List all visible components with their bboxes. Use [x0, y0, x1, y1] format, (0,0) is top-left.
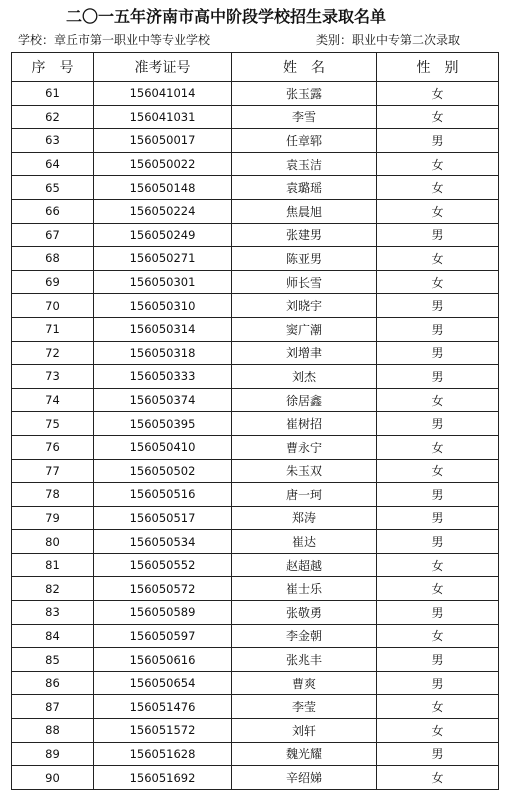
- name-cell: 刘轩: [232, 719, 377, 743]
- name-cell: 辛绍娣: [232, 766, 377, 790]
- exam-number-cell: 156050271: [94, 247, 232, 271]
- gender-cell: 男: [377, 223, 499, 247]
- exam-number-cell: 156050597: [94, 624, 232, 648]
- name-cell: 李莹: [232, 695, 377, 719]
- table-row: [12, 766, 499, 790]
- table-row: [12, 105, 499, 129]
- exam-number-cell: 156051572: [94, 719, 232, 743]
- exam-number-cell: 156050395: [94, 412, 232, 436]
- name-cell: 朱玉双: [232, 459, 377, 483]
- gender-cell: 女: [377, 388, 499, 412]
- exam-number-cell: 156050534: [94, 530, 232, 554]
- column-header-gender: 性 别: [377, 53, 499, 82]
- table-row: [12, 317, 499, 341]
- name-cell: 李金朝: [232, 624, 377, 648]
- gender-cell: 女: [377, 105, 499, 129]
- table-row: [12, 553, 499, 577]
- name-cell: 魏光耀: [232, 742, 377, 766]
- gender-cell: 女: [377, 270, 499, 294]
- exam-number-cell: 156050517: [94, 506, 232, 530]
- column-header-exam-number: 准考证号: [94, 53, 232, 82]
- name-cell: 曹永宁: [232, 435, 377, 459]
- serial-cell: 65: [12, 176, 94, 200]
- name-cell: 焦晨旭: [232, 199, 377, 223]
- serial-cell: 69: [12, 270, 94, 294]
- table-row: [12, 483, 499, 507]
- exam-number-cell: 156051692: [94, 766, 232, 790]
- table-row: [12, 719, 499, 743]
- name-cell: 师长雪: [232, 270, 377, 294]
- serial-cell: 84: [12, 624, 94, 648]
- gender-cell: 男: [377, 129, 499, 153]
- table-row: [12, 435, 499, 459]
- exam-number-cell: 156050374: [94, 388, 232, 412]
- name-cell: 刘晓宇: [232, 294, 377, 318]
- exam-number-cell: 156050502: [94, 459, 232, 483]
- serial-cell: 83: [12, 601, 94, 625]
- gender-cell: 女: [377, 459, 499, 483]
- table-row: [12, 388, 499, 412]
- table-row: [12, 530, 499, 554]
- name-cell: 徐居鑫: [232, 388, 377, 412]
- gender-cell: 男: [377, 483, 499, 507]
- serial-cell: 85: [12, 648, 94, 672]
- serial-cell: 67: [12, 223, 94, 247]
- gender-cell: 男: [377, 341, 499, 365]
- exam-number-cell: 156050616: [94, 648, 232, 672]
- gender-cell: 女: [377, 152, 499, 176]
- table-row: [12, 129, 499, 153]
- exam-number-cell: 156050022: [94, 152, 232, 176]
- table-row: [12, 223, 499, 247]
- serial-cell: 72: [12, 341, 94, 365]
- exam-number-cell: 156050017: [94, 129, 232, 153]
- serial-cell: 89: [12, 742, 94, 766]
- serial-cell: 75: [12, 412, 94, 436]
- table-row: [12, 176, 499, 200]
- exam-number-cell: 156041031: [94, 105, 232, 129]
- table-row: [12, 506, 499, 530]
- name-cell: 崔达: [232, 530, 377, 554]
- name-cell: 刘增聿: [232, 341, 377, 365]
- table-row: [12, 341, 499, 365]
- serial-cell: 70: [12, 294, 94, 318]
- serial-cell: 64: [12, 152, 94, 176]
- table-row: [12, 152, 499, 176]
- table-row: [12, 199, 499, 223]
- gender-cell: 女: [377, 199, 499, 223]
- name-cell: 崔树招: [232, 412, 377, 436]
- gender-cell: 男: [377, 742, 499, 766]
- name-cell: 唐一珂: [232, 483, 377, 507]
- serial-cell: 86: [12, 671, 94, 695]
- gender-cell: 女: [377, 695, 499, 719]
- admission-table: [11, 52, 499, 790]
- name-cell: 张建男: [232, 223, 377, 247]
- serial-cell: 61: [12, 82, 94, 106]
- serial-cell: 62: [12, 105, 94, 129]
- exam-number-cell: 156050516: [94, 483, 232, 507]
- serial-cell: 78: [12, 483, 94, 507]
- serial-cell: 88: [12, 719, 94, 743]
- exam-number-cell: 156050148: [94, 176, 232, 200]
- serial-cell: 82: [12, 577, 94, 601]
- exam-number-cell: 156050314: [94, 317, 232, 341]
- name-cell: 张玉露: [232, 82, 377, 106]
- serial-cell: 81: [12, 553, 94, 577]
- gender-cell: 女: [377, 82, 499, 106]
- gender-cell: 男: [377, 530, 499, 554]
- table-row: [12, 601, 499, 625]
- exam-number-cell: 156050301: [94, 270, 232, 294]
- column-header-name: 姓 名: [232, 53, 377, 82]
- name-cell: 袁玉洁: [232, 152, 377, 176]
- table-row: [12, 742, 499, 766]
- name-cell: 李雪: [232, 105, 377, 129]
- serial-cell: 77: [12, 459, 94, 483]
- gender-cell: 男: [377, 317, 499, 341]
- gender-cell: 男: [377, 506, 499, 530]
- exam-number-cell: 156050572: [94, 577, 232, 601]
- table-header-row: [12, 53, 499, 82]
- name-cell: 窦广潮: [232, 317, 377, 341]
- name-cell: 袁璐瑶: [232, 176, 377, 200]
- name-cell: 郑涛: [232, 506, 377, 530]
- exam-number-cell: 156050552: [94, 553, 232, 577]
- exam-number-cell: 156050589: [94, 601, 232, 625]
- name-cell: 张兆丰: [232, 648, 377, 672]
- name-cell: 陈亚男: [232, 247, 377, 271]
- gender-cell: 男: [377, 412, 499, 436]
- gender-cell: 男: [377, 365, 499, 389]
- exam-number-cell: 156050310: [94, 294, 232, 318]
- table-row: [12, 247, 499, 271]
- exam-number-cell: 156050410: [94, 435, 232, 459]
- table-row: [12, 270, 499, 294]
- table-row: [12, 412, 499, 436]
- school-label: 学校：章丘市第一职业中等专业学校: [18, 33, 211, 47]
- name-cell: 任章郓: [232, 129, 377, 153]
- gender-cell: 女: [377, 247, 499, 271]
- exam-number-cell: 156051628: [94, 742, 232, 766]
- table-row: [12, 365, 499, 389]
- gender-cell: 男: [377, 601, 499, 625]
- serial-cell: 90: [12, 766, 94, 790]
- gender-cell: 男: [377, 671, 499, 695]
- name-cell: 张敬勇: [232, 601, 377, 625]
- column-header-serial: 序 号: [12, 53, 94, 82]
- serial-cell: 76: [12, 435, 94, 459]
- exam-number-cell: 156050249: [94, 223, 232, 247]
- serial-cell: 79: [12, 506, 94, 530]
- exam-number-cell: 156050333: [94, 365, 232, 389]
- gender-cell: 女: [377, 176, 499, 200]
- exam-number-cell: 156050318: [94, 341, 232, 365]
- serial-cell: 80: [12, 530, 94, 554]
- table-row: [12, 671, 499, 695]
- serial-cell: 71: [12, 317, 94, 341]
- exam-number-cell: 156041014: [94, 82, 232, 106]
- table-row: [12, 648, 499, 672]
- exam-number-cell: 156050224: [94, 199, 232, 223]
- exam-number-cell: 156051476: [94, 695, 232, 719]
- page-title: 二〇一五年济南市高中阶段学校招生录取名单: [66, 7, 387, 26]
- gender-cell: 女: [377, 435, 499, 459]
- table-row: [12, 82, 499, 106]
- name-cell: 曹爽: [232, 671, 377, 695]
- serial-cell: 68: [12, 247, 94, 271]
- serial-cell: 73: [12, 365, 94, 389]
- gender-cell: 女: [377, 719, 499, 743]
- serial-cell: 74: [12, 388, 94, 412]
- gender-cell: 女: [377, 624, 499, 648]
- serial-cell: 66: [12, 199, 94, 223]
- gender-cell: 男: [377, 648, 499, 672]
- serial-cell: 87: [12, 695, 94, 719]
- serial-cell: 63: [12, 129, 94, 153]
- table-row: [12, 294, 499, 318]
- table-row: [12, 624, 499, 648]
- name-cell: 赵超越: [232, 553, 377, 577]
- name-cell: 刘杰: [232, 365, 377, 389]
- category-label: 类别：职业中专第二次录取: [316, 33, 461, 47]
- gender-cell: 女: [377, 577, 499, 601]
- gender-cell: 男: [377, 294, 499, 318]
- name-cell: 崔士乐: [232, 577, 377, 601]
- table-row: [12, 695, 499, 719]
- table-row: [12, 577, 499, 601]
- gender-cell: 女: [377, 766, 499, 790]
- exam-number-cell: 156050654: [94, 671, 232, 695]
- gender-cell: 女: [377, 553, 499, 577]
- table-row: [12, 459, 499, 483]
